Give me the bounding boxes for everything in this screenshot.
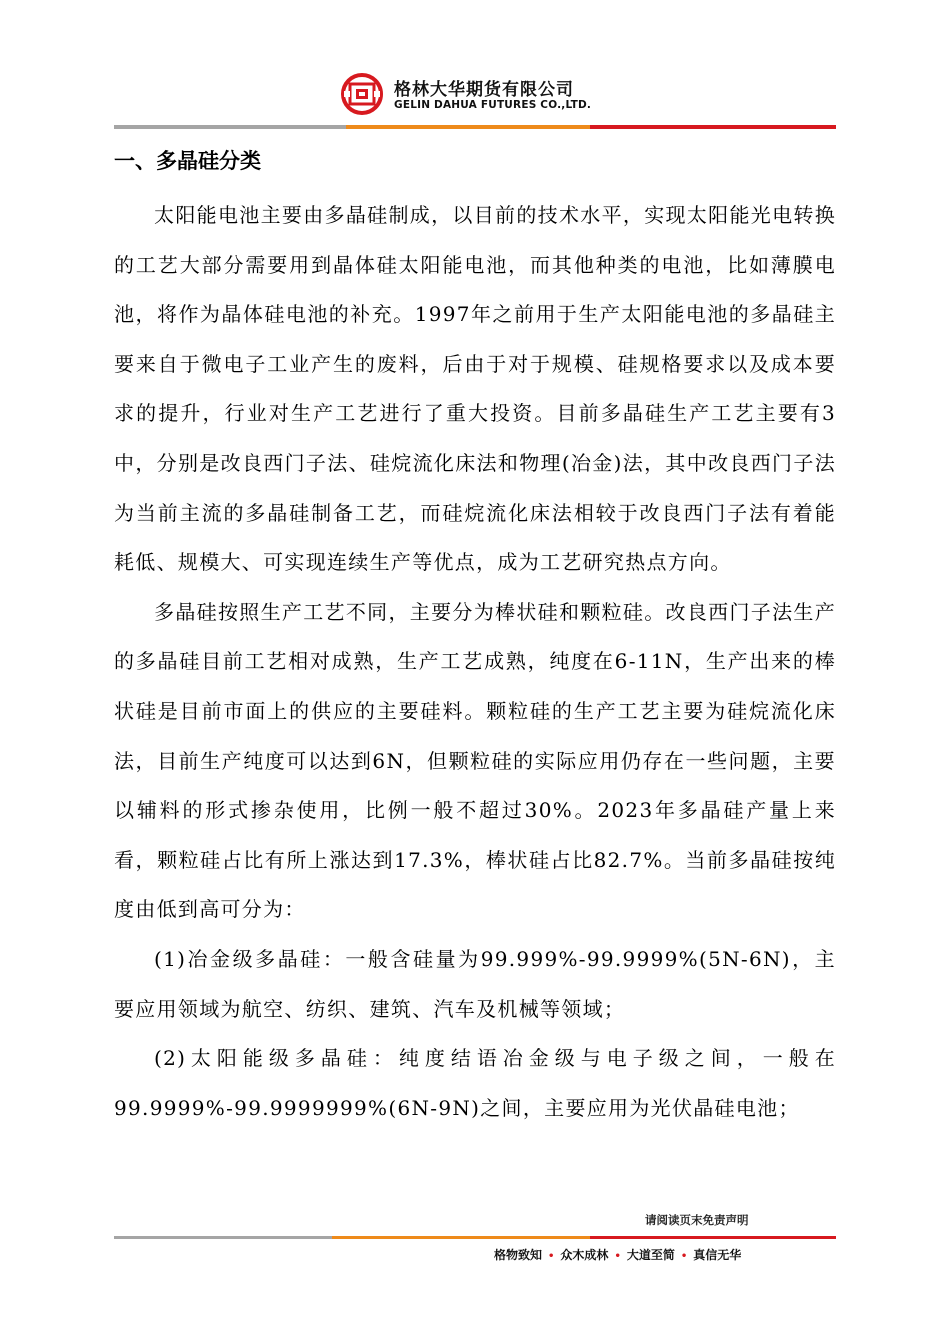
section-title: 一、多晶硅分类: [114, 149, 261, 173]
slogan-separator: •: [614, 1251, 621, 1262]
footer-rule-gray: [114, 1236, 332, 1239]
company-name-en: GELIN DAHUA FUTURES CO.,LTD.: [394, 99, 592, 111]
slogan-separator: •: [680, 1251, 688, 1262]
footer-slogan: [494, 1246, 741, 1263]
document-body: [114, 143, 836, 1133]
gelin-logo-icon: [340, 72, 384, 116]
list-item-solar: (2)太阳能级多晶硅：纯度结语冶金级与电子级之间，一般在99.9999%-99.9999999%(6N-9N)之间，主要应用为光伏晶硅电池；: [114, 1046, 836, 1120]
disclaimer-note: 请阅读页末免责声明: [645, 1213, 749, 1227]
paragraph: 太阳能电池主要由多晶硅制成，以目前的技术水平，实现太阳能光电转换的工艺大部分需要用到晶体硅太阳能电池，而其他种类的电池，比如薄膜电池，将作为晶体硅电池的补充。1997年之前用于生产太阳能电池的多晶硅主要来自于微电子工业产生的废料，后由于对于规模、硅规格要求以及成本要求的提升，行业对生产工艺进行了重大投资。目前多晶硅生产工艺主要有3中，分别是改良西门子法、硅烷流化床法和物理(冶金)法，其中改良西门子法为当前主流的多晶硅制备工艺，而硅烷流化床法相较于改良西门子法有着能耗低、规模大、可实现连续生产等优点，成为工艺研究热点方向。: [114, 203, 836, 575]
header-rule-gray: [114, 125, 346, 129]
list-item-metallurgical: (1)冶金级多晶硅：一般含硅量为99.999%-99.9999%(5N-6N)，主要应用领域为航空、纺织、建筑、汽车及机械等领域；: [114, 946, 836, 1021]
company-name-cn: 格林大华期货有限公司: [394, 80, 574, 100]
slogan-1: 格物致知: [494, 1248, 543, 1262]
footer-rule-red: [590, 1236, 836, 1239]
slogan-4: 真信无华: [693, 1248, 742, 1262]
header-rule-orange: [346, 125, 590, 129]
slogan-3: 大道至简: [626, 1248, 675, 1262]
footer-rule-orange: [332, 1236, 590, 1239]
header-rule-red: [590, 125, 836, 129]
slogan-2: 众木成林: [560, 1248, 609, 1262]
slogan-separator: •: [548, 1251, 555, 1262]
paragraph: 多晶硅按照生产工艺不同，主要分为棒状硅和颗粒硅。改良西门子法生产的多晶硅目前工艺相对成熟，生产工艺成熟，纯度在6-11N，生产出来的棒状硅是目前市面上的供应的主要硅料。颗粒硅的生产工艺主要为硅烷流化床法，目前生产纯度可以达到6N，但颗粒硅的实际应用仍存在一些问题，主要以辅料的形式掺杂使用，比例一般不超过30%。2023年多晶硅产量上来看，颗粒硅占比有所上涨达到17.3%，棒状硅占比82.7%。当前多晶硅按纯度由低到高可分为：: [114, 599, 836, 922]
